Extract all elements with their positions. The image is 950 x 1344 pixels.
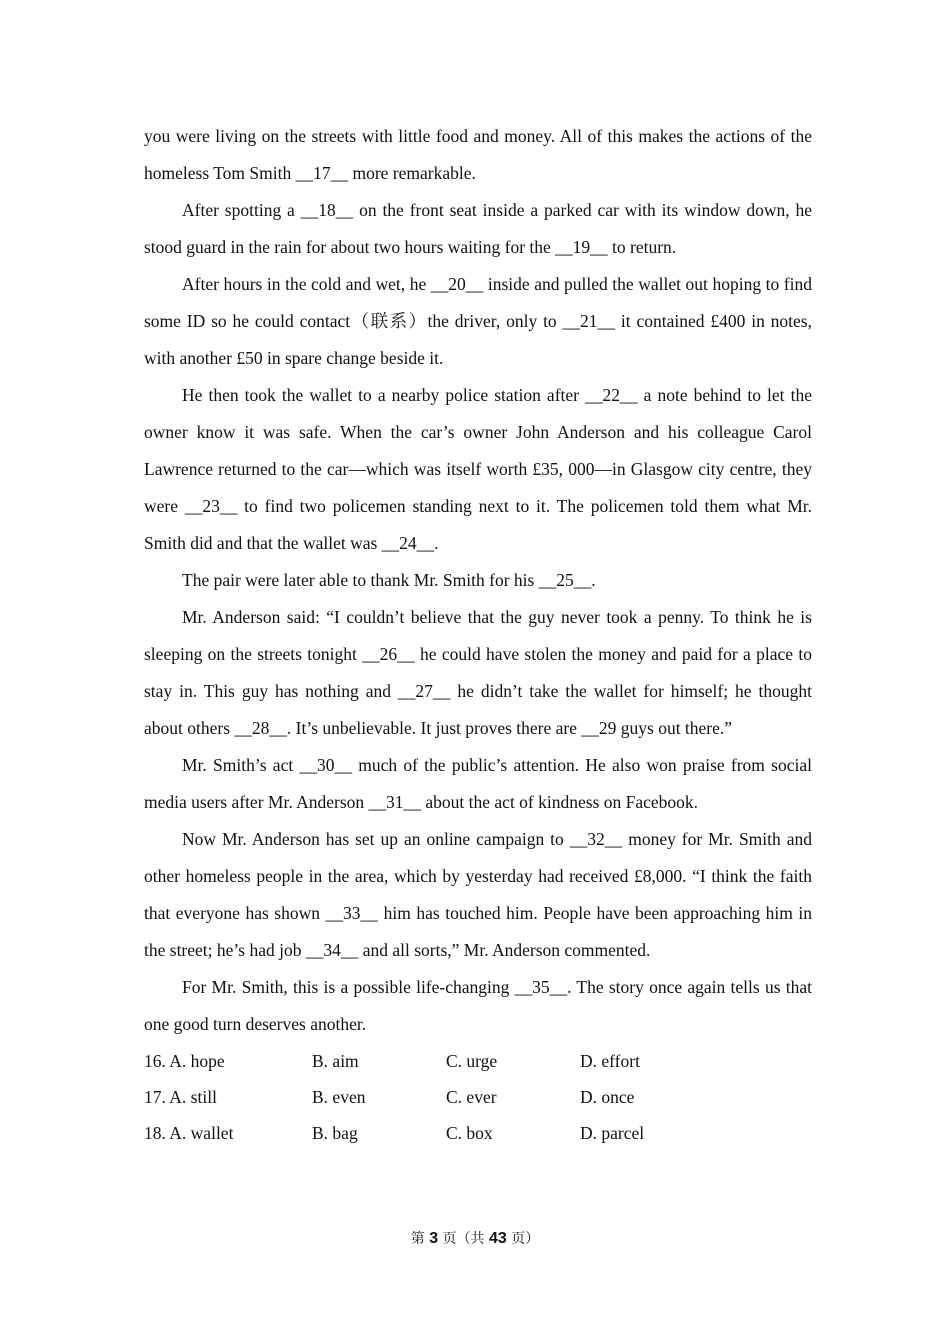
option-choice: D. once	[580, 1087, 635, 1107]
footer-prefix: 第	[410, 1231, 425, 1247]
footer-middle: 页（共	[442, 1231, 485, 1247]
option-row	[144, 1043, 812, 1079]
passage-paragraph: Now Mr. Anderson has set up an online campaign to __32__ money for Mr. Smith and other homeless people in the area, which by yesterday had received £8,000. “I think the faith that everyone has shown __33__ him has touched him. People have been approaching him in the street; he’s had job __34__ and all sorts,” Mr. Anderson commented.	[144, 829, 812, 960]
footer-page-number: 3	[429, 1230, 439, 1247]
option-choice: C. box	[446, 1123, 493, 1143]
passage-paragraph: For Mr. Smith, this is a possible life-changing __35__. The story once again tells us that one good turn deserves another.	[144, 977, 812, 1034]
passage-paragraph: you were living on the streets with little food and money. All of this makes the actions of the homeless Tom Smith __17__ more remarkable.	[144, 126, 812, 183]
document-page	[144, 118, 812, 1151]
option-choice: B. aim	[312, 1051, 359, 1071]
passage-paragraph: The pair were later able to thank Mr. Smith for his __25__.	[182, 570, 596, 590]
option-choice: C. urge	[446, 1051, 498, 1071]
passage-paragraph: Mr. Smith’s act __30__ much of the public’s attention. He also won praise from social media users after Mr. Anderson __31__ about the act of kindness on Facebook.	[144, 755, 812, 812]
footer-total-pages: 43	[489, 1230, 507, 1247]
passage-paragraph: After hours in the cold and wet, he __20__ inside and pulled the wallet out hoping to find some ID so he could contact（联系）the driver, only to __21__ it contained £400 in notes, with another £50 in spare change beside it.	[144, 274, 812, 368]
passage-paragraph: Mr. Anderson said: “I couldn’t believe that the guy never took a penny. To think he is sleeping on the streets tonight __26__ he could have stolen the money and paid for a place to stay in. This guy has nothing and __27__ he didn’t take the wallet for himself; he thought about others __28__. It’s unbelievable. It just proves there are __29 guys out there.”	[144, 607, 812, 738]
passage-paragraph: After spotting a __18__ on the front seat inside a parked car with its window down, he stood guard in the rain for about two hours waiting for the __19__ to return.	[144, 200, 812, 257]
option-choice: 18. A. wallet	[144, 1123, 234, 1143]
option-row	[144, 1079, 812, 1115]
passage	[144, 118, 812, 1043]
option-row	[144, 1115, 812, 1151]
passage-paragraph: He then took the wallet to a nearby police station after __22__ a note behind to let the owner know it was safe. When the car’s owner John Anderson and his colleague Carol Lawrence returned to the car—which was itself worth £35, 000—in Glasgow city centre, they were __23__ to find two policemen standing next to it. The policemen told them what Mr. Smith did and that the wallet was __24__.	[144, 385, 812, 553]
option-choice: 17. A. still	[144, 1087, 217, 1107]
option-choice: B. bag	[312, 1123, 358, 1143]
page-footer	[0, 1228, 950, 1248]
option-choice: D. parcel	[580, 1123, 645, 1143]
footer-suffix: 页）	[511, 1231, 540, 1247]
option-choice: B. even	[312, 1087, 366, 1107]
option-choice: D. effort	[580, 1051, 640, 1071]
answer-options	[144, 1043, 812, 1151]
option-choice: 16. A. hope	[144, 1051, 225, 1071]
option-choice: C. ever	[446, 1087, 497, 1107]
